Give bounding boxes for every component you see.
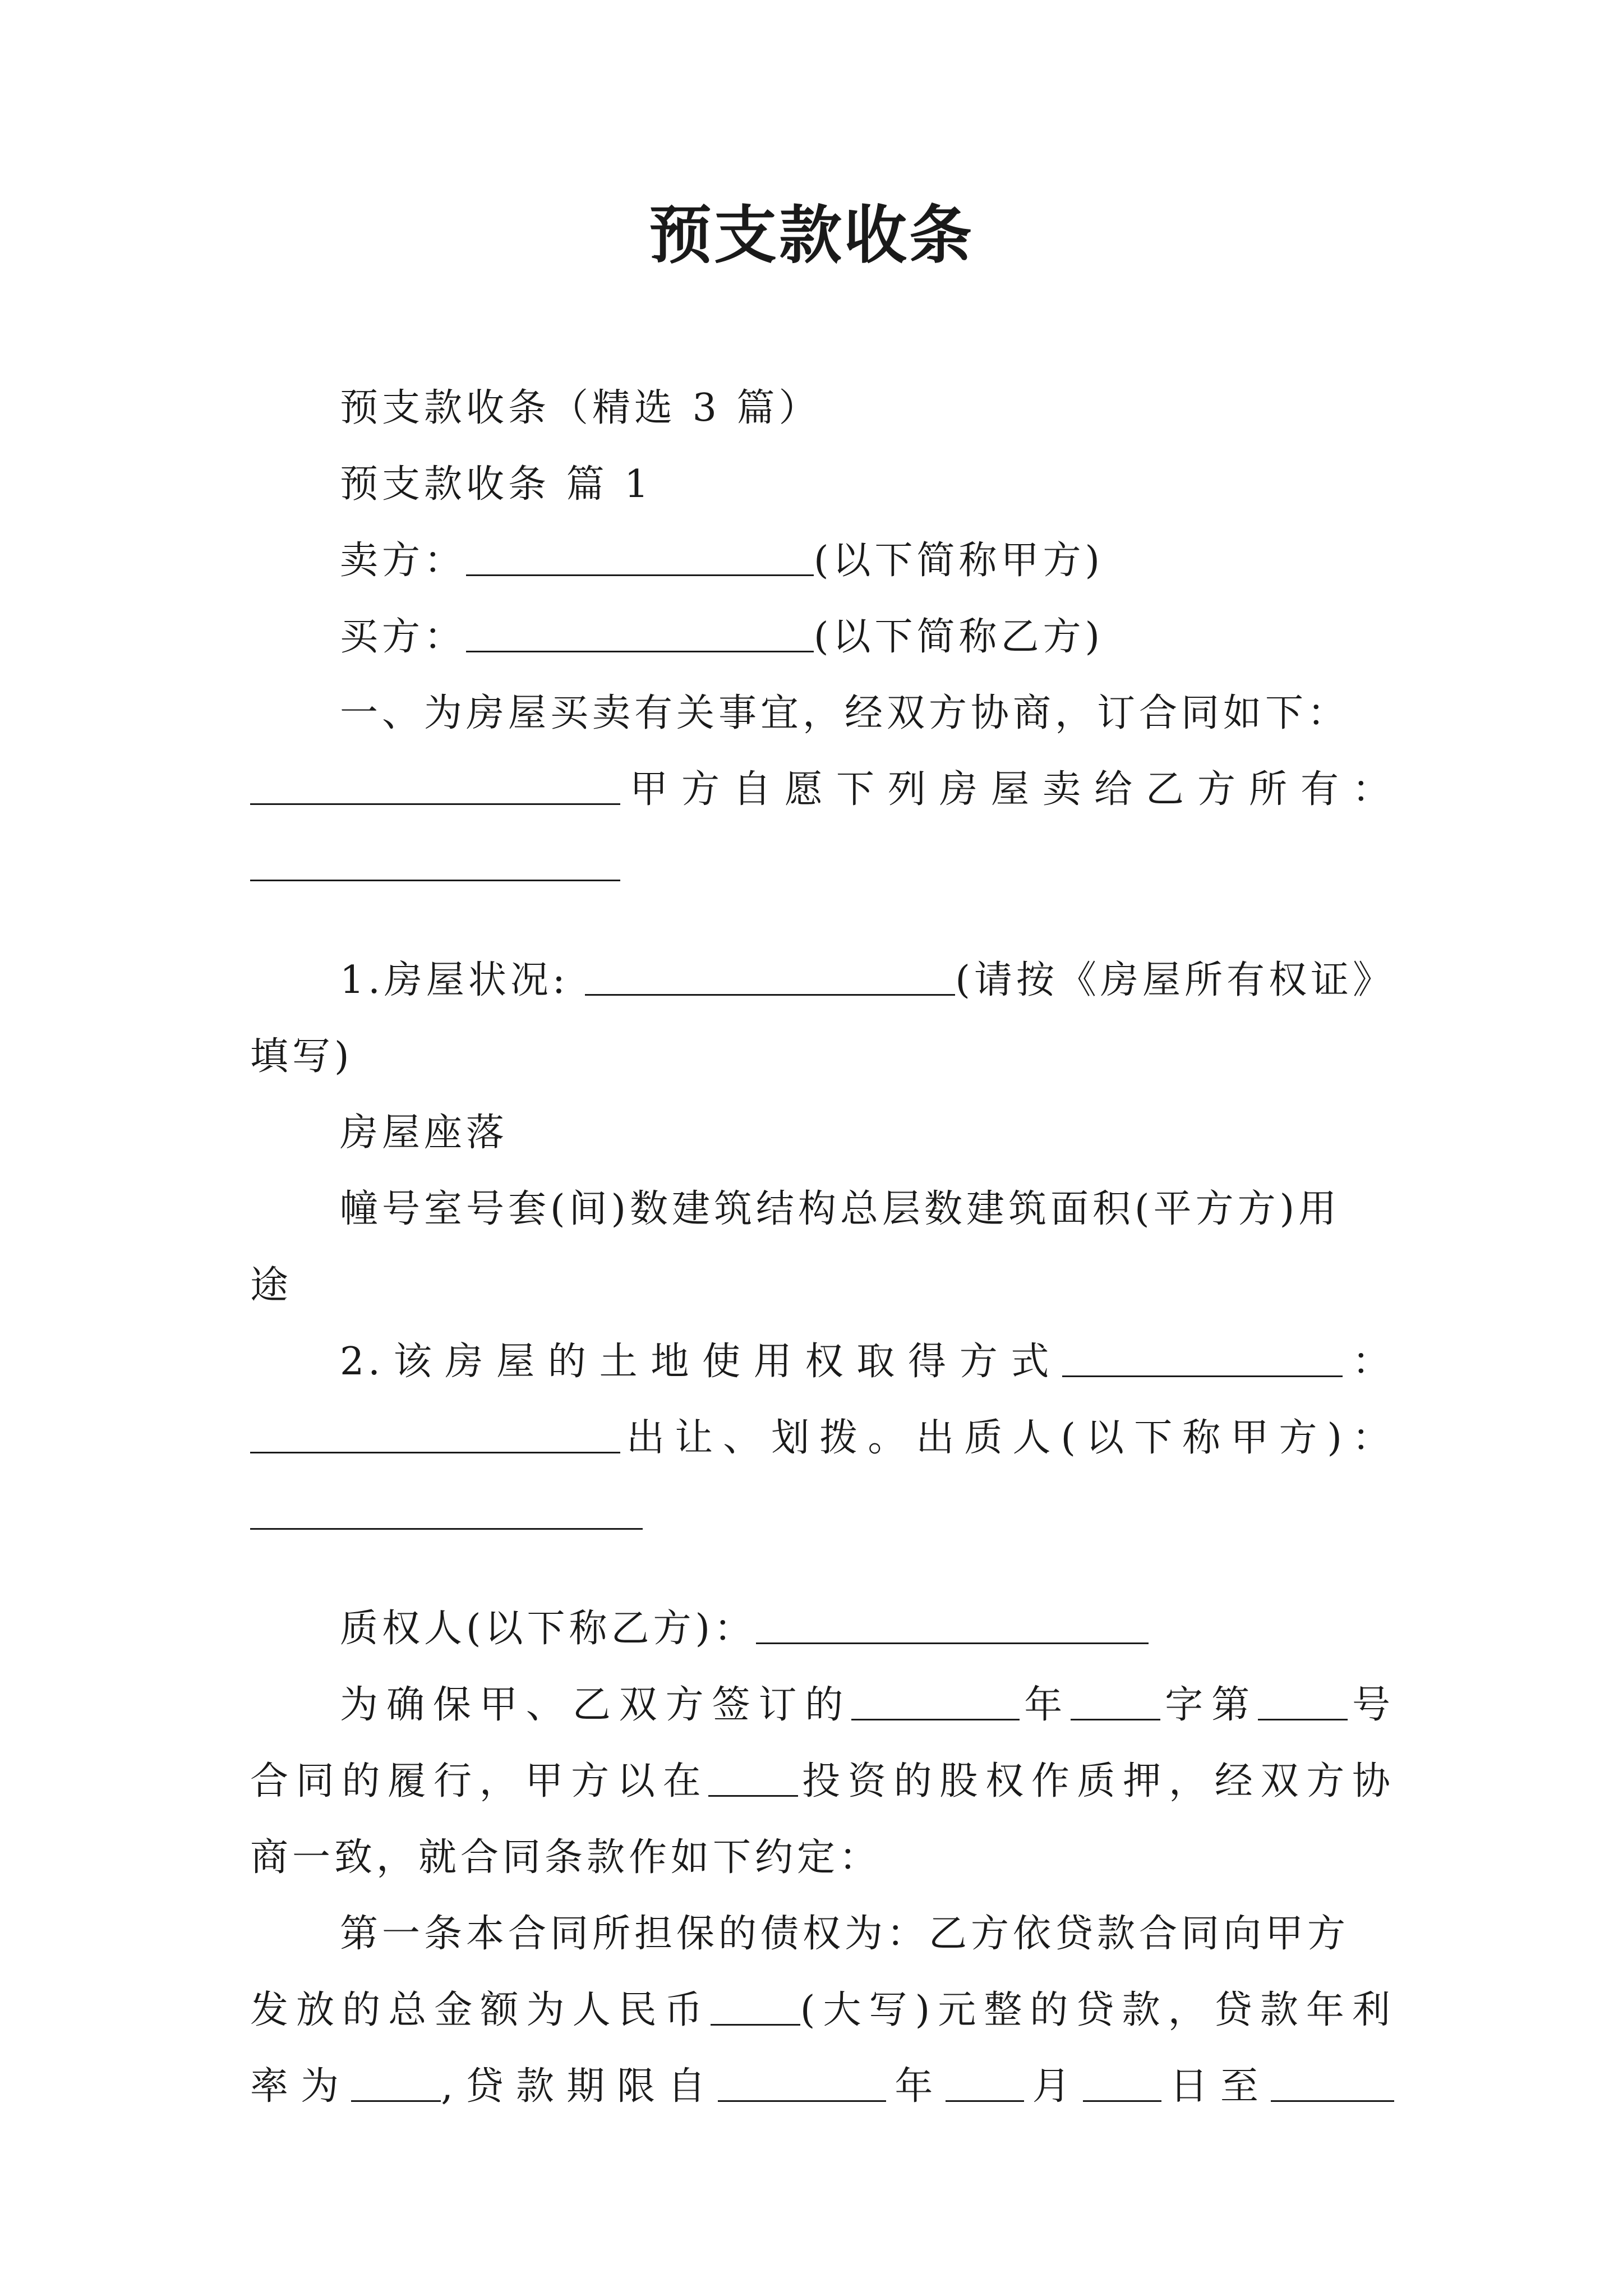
ensure-c: 字第 [1160, 1683, 1258, 1727]
subtitle: 预支款收条（精选 3 篇） [340, 386, 821, 430]
item1-blank [585, 960, 955, 996]
clause-one-blank-line [250, 828, 1394, 904]
item2-blank-2 [250, 1494, 643, 1530]
document-title: 预支款收条 [649, 199, 974, 272]
ensure-line-2 [250, 1743, 1394, 1820]
fields-line-2: 途 [250, 1263, 293, 1308]
article1-line-3 [250, 2049, 1394, 2125]
seller-blank [466, 540, 814, 576]
clause-one-cont [250, 752, 1394, 828]
fields-line-1: 幢号室号套(间)数建筑结构总层数建筑面积(平方方)用 [340, 1187, 1341, 1231]
item2-line [250, 1324, 1394, 1400]
art1-c: (大写)元整的贷款，贷款年利 [800, 1988, 1394, 2032]
ensure-blank-char [1071, 1685, 1160, 1720]
item2-cont: 出让、划拨。出质人(以下称甲方)： [620, 1416, 1394, 1460]
item2-blank [1062, 1341, 1343, 1377]
buyer-blank [466, 616, 814, 652]
clause-one-cont-text: 甲方自愿下列房屋卖给乙方所有： [620, 767, 1394, 812]
item1-cont: 填写) [250, 1034, 353, 1079]
art1-f: 年 [886, 2064, 946, 2109]
art1-blank-rate [351, 2066, 441, 2102]
section-heading: 预支款收条 篇 1 [340, 462, 653, 507]
pledgee-label: 质权人(以下称乙方)： [340, 1607, 757, 1651]
article1-line-2 [250, 1972, 1394, 2049]
buyer-line [250, 599, 1394, 675]
item1-line [250, 942, 1394, 1019]
buyer-label: 买方： [340, 615, 467, 659]
art1-d: 率为 [250, 2064, 352, 2109]
art1-blank-year [718, 2066, 886, 2102]
ensure-line-3: 商一致，就合同条款作如下约定： [250, 1835, 882, 1880]
ensure-blank-invest [708, 1761, 798, 1797]
art1-blank-end [1271, 2066, 1394, 2102]
pledgee-blank [756, 1608, 1149, 1644]
ensure-b: 年 [1020, 1683, 1071, 1727]
art1-h: 日至 [1161, 2064, 1271, 2109]
ensure-e: 合同的履行，甲方以在 [250, 1759, 709, 1803]
art1-b: 发放的总金额为人民币 [250, 1988, 711, 2032]
art1-blank-month [946, 2066, 1024, 2102]
seller-label: 卖方： [340, 539, 467, 583]
document-body [250, 370, 1394, 2125]
item1-suffix: (请按《房屋所有权证》 [955, 958, 1395, 1002]
art1-e: ,贷款期限自 [441, 2064, 718, 2109]
ensure-a: 为确保甲、乙双方签订的 [340, 1683, 852, 1727]
seller-suffix: (以下简称甲方) [814, 539, 1104, 583]
clause-one-blank [250, 769, 620, 805]
art1-blank-amount [711, 1990, 800, 2026]
location-label: 房屋座落 [340, 1111, 509, 1155]
clause-one: 一、为房屋买卖有关事宜，经双方协商，订合同如下： [340, 691, 1350, 735]
ensure-line-1 [250, 1667, 1394, 1743]
seller-line [250, 523, 1394, 599]
item2-blank-line [250, 1476, 1394, 1553]
pledgee-line [250, 1591, 1394, 1667]
item2-label: 2.该房屋的土地使用权取得方式 [340, 1340, 1063, 1384]
item2-cont-line [250, 1400, 1394, 1476]
article1-line-1: 第一条本合同所担保的债权为：乙方依贷款合同向甲方 [340, 1912, 1350, 1956]
ensure-d: 号 [1348, 1683, 1394, 1727]
item2-cont-blank [250, 1418, 620, 1453]
ensure-blank-no [1258, 1685, 1348, 1720]
art1-g: 月 [1023, 2064, 1083, 2109]
clause-one-blank-2 [250, 845, 620, 881]
ensure-blank-year [851, 1685, 1020, 1720]
art1-blank-day [1083, 2066, 1161, 2102]
item1-label: 1.房屋状况: [340, 958, 569, 1002]
buyer-suffix: (以下简称乙方) [814, 615, 1104, 659]
item2-colon: ： [1343, 1340, 1394, 1384]
ensure-f: 投资的股权作质押，经双方协 [798, 1759, 1394, 1803]
